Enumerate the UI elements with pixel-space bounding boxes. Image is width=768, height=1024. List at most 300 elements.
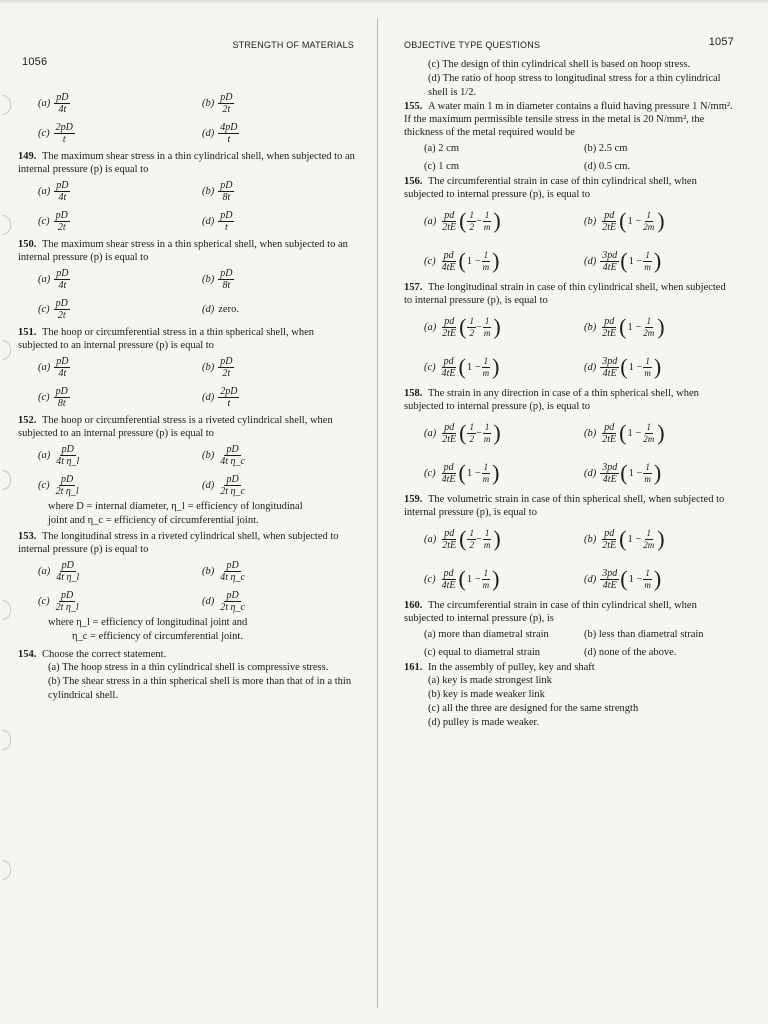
running-title: STRENGTH OF MATERIALS [232, 40, 354, 50]
left-paren: ( [458, 566, 466, 591]
numerator: 1 [469, 527, 474, 538]
numerator: pD [56, 267, 69, 279]
option [584, 201, 734, 241]
denominator: 4tE [602, 579, 617, 591]
minus-sign: − [475, 533, 482, 545]
fraction [54, 180, 70, 203]
fraction [218, 268, 234, 291]
fraction [218, 356, 234, 379]
option-label: (d) [202, 391, 215, 403]
option-label: (b) [202, 449, 215, 461]
numerator: 1 [469, 209, 474, 220]
fraction [54, 444, 81, 467]
option [202, 556, 356, 586]
option [38, 118, 192, 148]
denominator: m [482, 473, 490, 484]
option: (b) 2.5 cm [584, 142, 628, 154]
binding-hole [2, 95, 11, 115]
term-prefix: 1 − [627, 321, 642, 333]
denominator: 2tE [442, 327, 457, 339]
denominator: 2 [469, 433, 474, 444]
option-label: (c) [38, 479, 50, 491]
fraction [440, 356, 458, 379]
numerator: 4pD [220, 121, 238, 133]
option-label: (b) [202, 273, 215, 285]
numerator: 1 [646, 315, 652, 326]
right-page-header [404, 36, 734, 58]
denominator: 2m [643, 539, 655, 550]
fraction [54, 356, 70, 379]
term-prefix: 1 − [627, 533, 642, 545]
option-label: (c) [424, 255, 436, 267]
numerator: pD [55, 209, 68, 221]
denominator: 4tE [602, 473, 617, 485]
question-157: 157. The longitudinal strain in case of thin cylindrical shell, when subjected to internal pressure (p), is equal to [404, 282, 726, 306]
numerator: 1 [483, 461, 489, 472]
denominator: t [227, 133, 231, 145]
right-paren: ) [657, 526, 665, 551]
numerator: pd [444, 421, 455, 433]
numerator: pd [443, 461, 454, 473]
left-paren: ( [458, 248, 466, 273]
option [38, 440, 192, 470]
option-label: (c) [424, 361, 436, 373]
numerator: pd [604, 527, 615, 539]
fraction [440, 462, 458, 485]
numerator: 3pd [602, 567, 618, 579]
option-text: zero. [218, 303, 239, 315]
fraction [467, 316, 476, 339]
term-prefix: 1 − [627, 427, 642, 439]
numerator: pd [443, 355, 454, 367]
question-151: 151. The hoop or circumferential stress in a thin spherical shell, when subjected to an internal pressure (p) is equal to [18, 327, 315, 351]
strain-expression [440, 316, 501, 339]
right-page [404, 36, 734, 730]
option [38, 586, 192, 616]
option [424, 413, 574, 453]
option-label: (a) [38, 565, 51, 577]
list-item: (c) all the three are designed for the same strength [428, 703, 639, 714]
option [584, 347, 734, 387]
numerator: pd [444, 527, 455, 539]
strain-expression [600, 316, 665, 339]
option [38, 176, 192, 206]
option [424, 519, 574, 559]
strain-expression [600, 462, 662, 485]
option [584, 413, 734, 453]
strain-expression [440, 210, 501, 233]
fraction [481, 568, 492, 591]
options-159 [404, 519, 734, 599]
numerator: 2pD [220, 385, 238, 397]
fraction [54, 92, 70, 115]
left-paren: ( [619, 314, 627, 339]
option: (a) 2 cm [424, 142, 459, 154]
option-label: (d) [202, 215, 215, 227]
denominator: m [644, 473, 651, 484]
options-151 [18, 352, 356, 412]
fraction [54, 210, 70, 233]
denominator: 2t [57, 221, 66, 233]
numerator: pd [443, 567, 454, 579]
option-label: (b) [202, 185, 215, 197]
denominator: 2 [469, 539, 474, 550]
denominator: 2t [57, 309, 66, 321]
denominator: m [482, 261, 490, 272]
denominator: 2 [469, 327, 474, 338]
option [584, 559, 734, 599]
left-paren: ( [619, 208, 627, 233]
option [202, 586, 356, 616]
numerator: pD [226, 443, 239, 455]
option-label: (b) [584, 533, 597, 545]
fraction [54, 298, 70, 321]
left-paren: ( [458, 354, 466, 379]
fraction [218, 92, 234, 115]
denominator: 8t [222, 191, 231, 203]
binding-hole [2, 860, 11, 880]
option [38, 88, 192, 118]
denominator: 4tE [441, 473, 456, 485]
term-prefix: 1 − [466, 255, 481, 267]
fraction [641, 528, 656, 551]
fraction [440, 568, 458, 591]
fraction [440, 422, 458, 445]
option-label: (a) [424, 215, 437, 227]
numerator: pD [61, 443, 74, 455]
option [202, 88, 356, 118]
options-148 [18, 88, 356, 148]
numerator: 1 [646, 209, 652, 220]
denominator: 2m [643, 433, 655, 444]
options-149 [18, 176, 356, 236]
denominator: t [62, 133, 66, 145]
denominator: 8t [222, 279, 231, 291]
right-paren: ) [653, 354, 662, 379]
term-prefix: 1 − [466, 361, 481, 373]
denominator: 2 [469, 221, 474, 232]
statement-154-c: (c) The design of thin cylindrical shell is based on hoop stress. [428, 59, 691, 70]
left-paren: ( [620, 460, 628, 485]
question-150: 150. The maximum shear stress in a thin spherical shell, when subjected to an internal pressure (p) is equal to [18, 239, 348, 263]
denominator: m [644, 261, 651, 272]
numerator: 1 [484, 527, 490, 538]
denominator: 2tE [602, 221, 617, 233]
denominator: 4tE [602, 261, 617, 273]
fraction [600, 422, 618, 445]
option-label: (d) [202, 127, 215, 139]
binding-hole [2, 215, 11, 235]
left-paren: ( [459, 314, 467, 339]
numerator: pD [55, 385, 68, 397]
denominator: 2t η_c [220, 485, 245, 497]
option [38, 206, 192, 236]
strain-expression [440, 568, 501, 591]
numerator: pd [443, 249, 454, 261]
denominator: 2tE [442, 433, 457, 445]
fraction [467, 422, 476, 445]
option: (c) 1 cm [424, 160, 459, 172]
fraction [54, 122, 75, 145]
fraction [600, 462, 619, 485]
option-label: (d) [584, 467, 597, 479]
denominator: 4t η_c [220, 455, 245, 467]
denominator: m [483, 539, 491, 550]
strain-expression [600, 356, 662, 379]
right-paren: ) [653, 460, 662, 485]
denominator: m [482, 579, 490, 590]
left-paren: ( [458, 460, 466, 485]
numerator: 3pd [602, 249, 618, 261]
option-label: (a) [38, 97, 51, 109]
left-paren: ( [459, 208, 467, 233]
numerator: 1 [469, 315, 474, 326]
strain-expression [440, 422, 501, 445]
denominator: m [482, 367, 490, 378]
numerator: 1 [645, 355, 650, 366]
left-paren: ( [620, 566, 628, 591]
options-160 [404, 625, 734, 661]
page-number: 1056 [22, 56, 48, 68]
denominator: 2t [222, 367, 231, 379]
right-paren: ) [493, 208, 501, 233]
right-paren: ) [493, 314, 501, 339]
binding-hole [2, 600, 11, 620]
right-paren: ) [492, 460, 500, 485]
options-155 [404, 139, 734, 175]
note-153-2: η_c = efficiency of circumferential joint. [72, 631, 243, 642]
options-150 [18, 264, 356, 324]
question-153: 153. The longitudinal stress in a riveted cylindrical shell, when subjected to internal pressure (p) is equal to [18, 531, 339, 555]
note-152-1: where D = internal diameter, η_l = efficiency of longitudinal [48, 501, 303, 512]
option [424, 307, 574, 347]
option-label: (a) [424, 533, 437, 545]
numerator: pD [220, 267, 233, 279]
fraction [218, 180, 234, 203]
denominator: t [227, 397, 231, 409]
binding-hole [2, 470, 11, 490]
question-152: 152. The hoop or circumferential stress is a riveted cylindrical shell, when subjected to an internal pressure (p) is equal to [18, 415, 333, 439]
question-160: 160. The circumferential strain in case of thin cylindrical shell, when subjected to internal pressure (p), is [404, 600, 697, 624]
denominator: 2tE [602, 433, 617, 445]
fraction [440, 210, 458, 233]
fraction [600, 250, 619, 273]
option [38, 470, 192, 500]
option [38, 556, 192, 586]
option-label: (a) [38, 361, 51, 373]
list-item: (b) key is made weaker link [428, 689, 545, 700]
left-paren: ( [619, 420, 627, 445]
denominator: m [483, 221, 491, 232]
fraction [600, 568, 619, 591]
numerator: 1 [645, 567, 650, 578]
fraction [482, 316, 493, 339]
numerator: pD [226, 473, 239, 485]
option [584, 241, 734, 281]
numerator: pd [604, 209, 615, 221]
strain-expression [600, 528, 665, 551]
denominator: 2t η_l [55, 485, 79, 497]
fraction [218, 474, 247, 497]
note-153-1: where η_l = efficiency of longitudinal joint and [48, 617, 248, 628]
fraction [218, 122, 239, 145]
numerator: 1 [483, 355, 489, 366]
strain-expression [440, 250, 501, 273]
right-paren: ) [492, 566, 500, 591]
note-152-2: joint and η_c = efficiency of circumferential joint. [48, 515, 259, 526]
numerator: pD [220, 179, 233, 191]
option [424, 453, 574, 493]
statement-154-b: (b) The shear stress in a thin spherical shell is more than that of in a thin cylindrical shell. [48, 676, 352, 701]
fraction [218, 560, 247, 583]
left-paren: ( [620, 248, 628, 273]
denominator: 4t η_l [56, 455, 80, 467]
fraction [481, 462, 492, 485]
numerator: 1 [646, 421, 652, 432]
minus-sign: − [475, 215, 482, 227]
numerator: pD [61, 559, 74, 571]
numerator: 1 [483, 249, 489, 260]
list-item: (d) pulley is made weaker. [428, 717, 540, 728]
option [584, 453, 734, 493]
term-prefix: 1 − [628, 255, 643, 267]
denominator: m [644, 367, 651, 378]
scan-edge [0, 0, 768, 4]
denominator: 4tE [602, 367, 617, 379]
option [202, 470, 356, 500]
right-paren: ) [492, 354, 500, 379]
term-prefix: 1 − [628, 467, 643, 479]
denominator: 4t η_c [220, 571, 245, 583]
denominator: 2t η_c [220, 601, 245, 613]
statement-154-a: (a) The hoop stress in a thin cylindrical shell is compressive stress. [48, 662, 329, 673]
fraction [54, 474, 81, 497]
question-158: 158. The strain in any direction in case of a thin spherical shell, when subjected to internal pressure (p), is equal to [404, 388, 699, 412]
page-gutter [377, 18, 378, 1008]
denominator: m [483, 327, 491, 338]
strain-expression [600, 568, 662, 591]
option [202, 294, 356, 324]
option-label: (c) [38, 127, 50, 139]
numerator: pD [220, 209, 233, 221]
numerator: pD [56, 179, 69, 191]
denominator: 2t η_l [55, 601, 79, 613]
fraction [600, 356, 619, 379]
binding-hole [2, 340, 11, 360]
strain-expression [600, 250, 662, 273]
denominator: m [483, 433, 491, 444]
question-161: 161. In the assembly of pulley, key and shaft [404, 662, 595, 673]
numerator: pD [56, 91, 69, 103]
option [202, 440, 356, 470]
option-label: (d) [584, 573, 597, 585]
option [202, 176, 356, 206]
question-159: 159. The volumetric strain in case of thin spherical shell, when subjected to internal pressure (p), is equal to [404, 494, 725, 518]
fraction [600, 210, 618, 233]
fraction [54, 590, 81, 613]
denominator: 2m [643, 221, 655, 232]
option-label: (c) [38, 595, 50, 607]
option-label: (b) [202, 97, 215, 109]
fraction [641, 316, 656, 339]
fraction [642, 250, 653, 273]
fraction [481, 356, 492, 379]
denominator: 4tE [441, 579, 456, 591]
numerator: 1 [484, 315, 490, 326]
option-label: (d) [202, 479, 215, 491]
denominator: 4t [58, 279, 67, 291]
minus-sign: − [475, 321, 482, 333]
right-paren: ) [653, 248, 662, 273]
fraction [440, 250, 458, 273]
left-paren: ( [459, 420, 467, 445]
option [424, 241, 574, 281]
denominator: 2t [222, 103, 231, 115]
strain-expression [440, 462, 501, 485]
denominator: 4t [58, 367, 67, 379]
numerator: 1 [469, 421, 474, 432]
numerator: pD [226, 589, 239, 601]
option-label: (b) [202, 361, 215, 373]
denominator: 4tE [441, 367, 456, 379]
option [424, 347, 574, 387]
fraction [467, 210, 476, 233]
fraction [440, 528, 458, 551]
page-number: 1057 [708, 36, 734, 48]
fraction [54, 386, 70, 409]
option [424, 559, 574, 599]
denominator: 4tE [441, 261, 456, 273]
option [202, 382, 356, 412]
numerator: pD [55, 297, 68, 309]
numerator: pD [226, 559, 239, 571]
right-paren: ) [657, 208, 665, 233]
fraction [218, 444, 247, 467]
denominator: 8t [57, 397, 66, 409]
option-label: (a) [424, 427, 437, 439]
numerator: 1 [645, 461, 650, 472]
numerator: 1 [484, 421, 490, 432]
term-prefix: 1 − [627, 215, 642, 227]
option-label: (c) [424, 467, 436, 479]
option [202, 352, 356, 382]
left-page-header [18, 36, 356, 68]
fraction [218, 590, 247, 613]
numerator: 3pd [602, 461, 618, 473]
option-label: (d) [202, 595, 215, 607]
fraction [600, 316, 618, 339]
option: (d) none of the above. [584, 646, 677, 658]
option-label: (a) [38, 185, 51, 197]
fraction [218, 210, 234, 233]
left-paren: ( [459, 526, 467, 551]
denominator: 2m [643, 327, 655, 338]
fraction [642, 568, 653, 591]
term-prefix: 1 − [628, 361, 643, 373]
options-157 [404, 307, 734, 387]
option-label: (a) [38, 449, 51, 461]
denominator: 4t [58, 103, 67, 115]
option: (b) less than diametral strain [584, 628, 704, 640]
strain-expression [440, 528, 501, 551]
right-paren: ) [657, 314, 665, 339]
right-paren: ) [492, 248, 500, 273]
question-156: 156. The circumferential strain in case of thin cylindrical shell, when subjected to internal pressure (p), is equal to [404, 176, 697, 200]
denominator: 4t [58, 191, 67, 203]
fraction [641, 210, 656, 233]
fraction [642, 462, 653, 485]
left-paren: ( [620, 354, 628, 379]
